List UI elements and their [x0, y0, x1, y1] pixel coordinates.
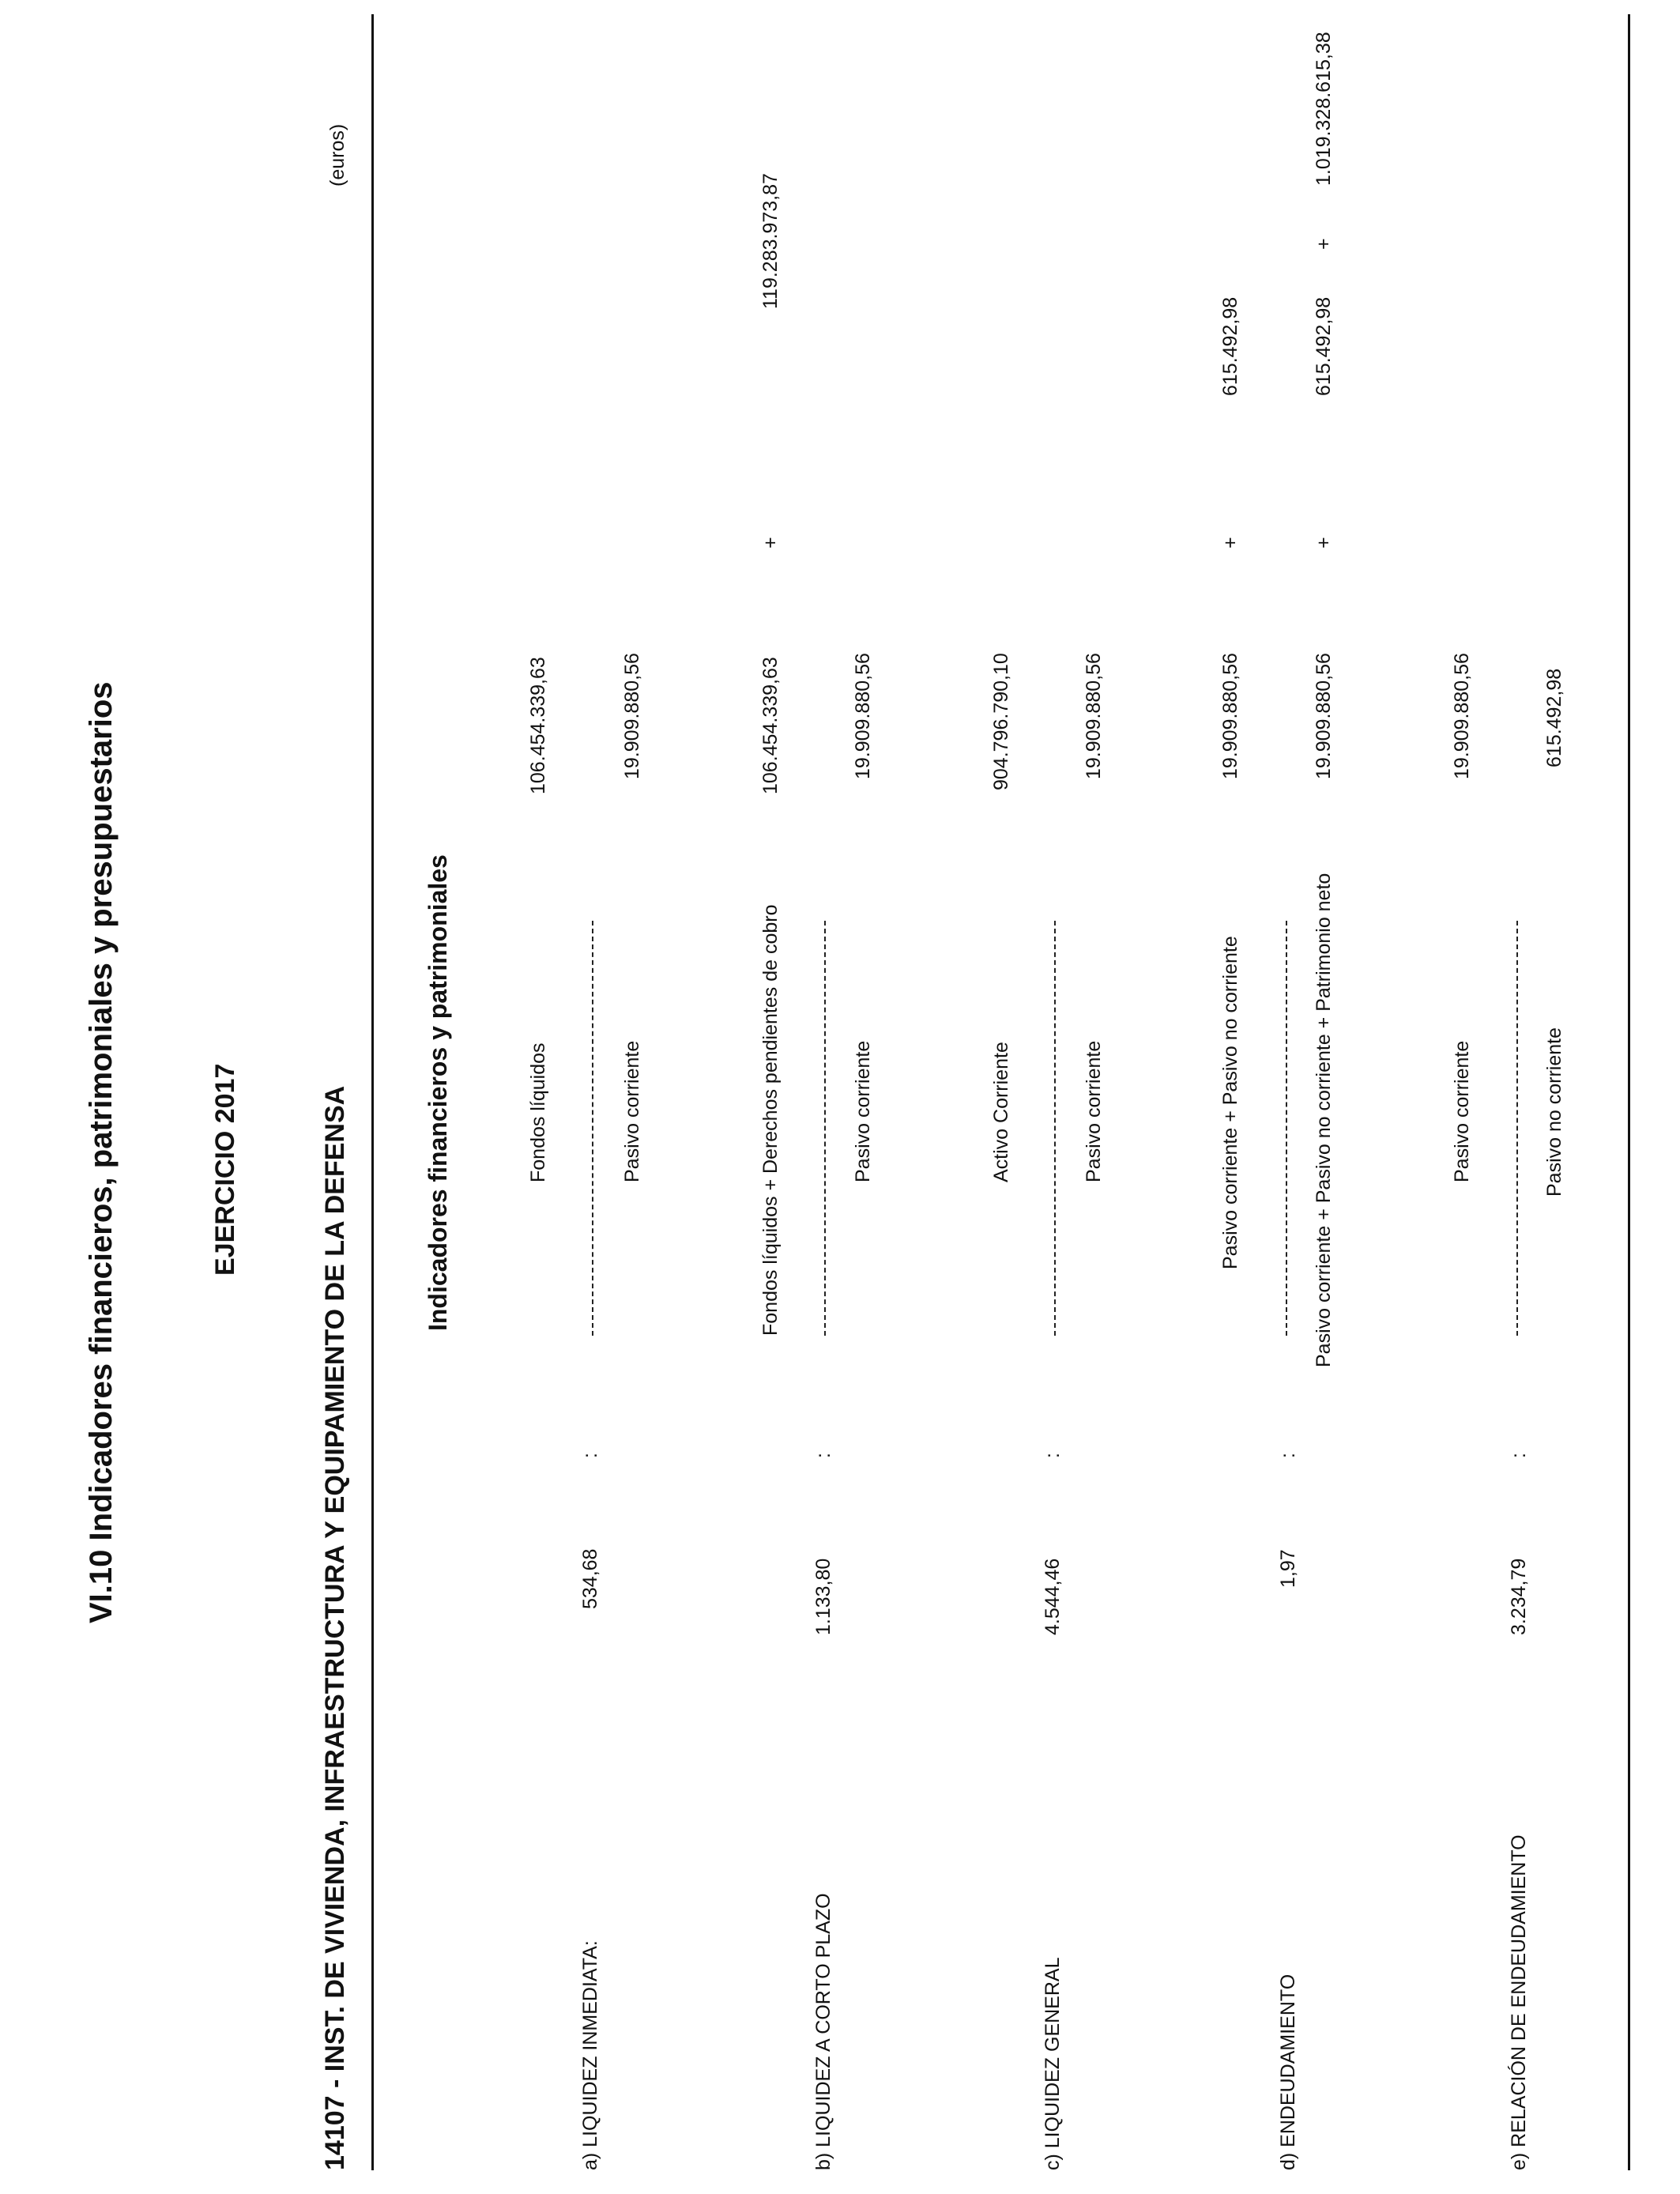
indicator-e-denominator-formula: Pasivo no corriente [1543, 1027, 1565, 1197]
indicator-d-denominator-value-2: 615.492,98 [1313, 296, 1335, 396]
indicator-b-label: b) LIQUIDEZ A CORTO PLAZO [812, 1893, 834, 2170]
indicator-b-numerator-value-1: 106.454.339,63 [759, 657, 782, 794]
indicator-a-value: 534,68 [579, 1548, 601, 1609]
indicator-b-denominator-formula: Pasivo corriente [852, 1040, 874, 1182]
indicator-c-fraction-line [1054, 921, 1056, 1336]
indicator-c-numerator-formula: Activo Corriente [990, 1042, 1012, 1182]
indicator-a-colon: : [579, 1453, 601, 1458]
indicator-c-label: c) LIQUIDEZ GENERAL [1042, 1957, 1064, 2170]
indicator-d-value: 1,97 [1277, 1549, 1299, 1588]
indicator-e-numerator-value: 19.909.880,56 [1451, 653, 1473, 779]
indicator-c-numerator-value: 904.796.790,10 [990, 653, 1012, 790]
indicator-d-numerator-formula: Pasivo corriente + Pasivo no corriente [1219, 936, 1241, 1269]
indicator-c-denominator-formula: Pasivo corriente [1083, 1040, 1105, 1182]
indicator-b-numerator-formula: Fondos líquidos + Derechos pendientes de cobro [759, 904, 782, 1336]
indicator-c-colon: : [1042, 1453, 1064, 1458]
indicator-c-denominator-value: 19.909.880,56 [1083, 653, 1105, 779]
indicator-e-fraction-line [1516, 921, 1518, 1336]
subtitle: Indicadores financieros y patrimoniales [424, 854, 452, 1331]
indicator-d-label: d) ENDEUDAMIENTO [1277, 1973, 1299, 2170]
indicator-d-numerator-plus: + [1219, 537, 1241, 548]
indicator-a-denominator-value: 19.909.880,56 [621, 653, 643, 779]
indicator-d-denominator-formula: Pasivo corriente + Pasivo no corriente + Patrimonio neto [1313, 873, 1335, 1367]
indicator-d-denominator-plus-2: + [1313, 238, 1335, 250]
indicator-e-value: 3.234,79 [1508, 1558, 1530, 1635]
header-rule [371, 14, 374, 2170]
indicator-d-fraction-line [1286, 921, 1287, 1336]
footer-rule [1628, 14, 1630, 2170]
indicator-e-colon: : [1508, 1453, 1530, 1458]
indicator-b-fraction-line [824, 921, 826, 1336]
indicator-a-numerator-value: 106.454.339,63 [527, 657, 549, 794]
indicator-b-plus: + [759, 537, 782, 548]
indicator-b-denominator-value: 19.909.880,56 [852, 653, 874, 779]
indicator-d-numerator-value-1: 19.909.880,56 [1219, 653, 1241, 779]
indicator-e-numerator-formula: Pasivo corriente [1451, 1040, 1473, 1182]
indicator-d-denominator-value-3: 1.019.328.615,38 [1313, 32, 1335, 186]
indicator-d-denominator-value-1: 19.909.880,56 [1313, 653, 1335, 779]
section-title: VI.10 Indicadores financieros, patrimoniales y presupuestarios [84, 681, 119, 1623]
entity-title: 14107 - INST. DE VIVIENDA, INFRAESTRUCTURA Y EQUIPAMIENTO DE LA DEFENSA [320, 1085, 350, 2170]
indicator-b-value: 1.133,80 [812, 1558, 834, 1635]
currency-note: (euros) [326, 123, 348, 187]
indicator-b-numerator-value-2: 119.283.973,87 [759, 173, 782, 309]
indicator-d-colon: : [1277, 1453, 1299, 1458]
indicator-e-label: e) RELACIÓN DE ENDEUDAMIENTO [1508, 1834, 1530, 2170]
indicator-d-numerator-value-2: 615.492,98 [1219, 296, 1241, 396]
indicator-a-denominator-formula: Pasivo corriente [621, 1040, 643, 1182]
indicator-c-value: 4.544,46 [1042, 1558, 1064, 1635]
indicator-b-colon: : [812, 1453, 834, 1458]
exercise-title: EJERCICIO 2017 [210, 1063, 240, 1276]
indicator-a-fraction-line [592, 921, 593, 1336]
indicator-d-denominator-plus-1: + [1313, 537, 1335, 548]
indicator-a-numerator-formula: Fondos líquidos [527, 1042, 549, 1182]
indicator-e-denominator-value: 615.492,98 [1543, 668, 1565, 767]
indicator-a-label: a) LIQUIDEZ INMEDIATA: [579, 1940, 601, 2170]
